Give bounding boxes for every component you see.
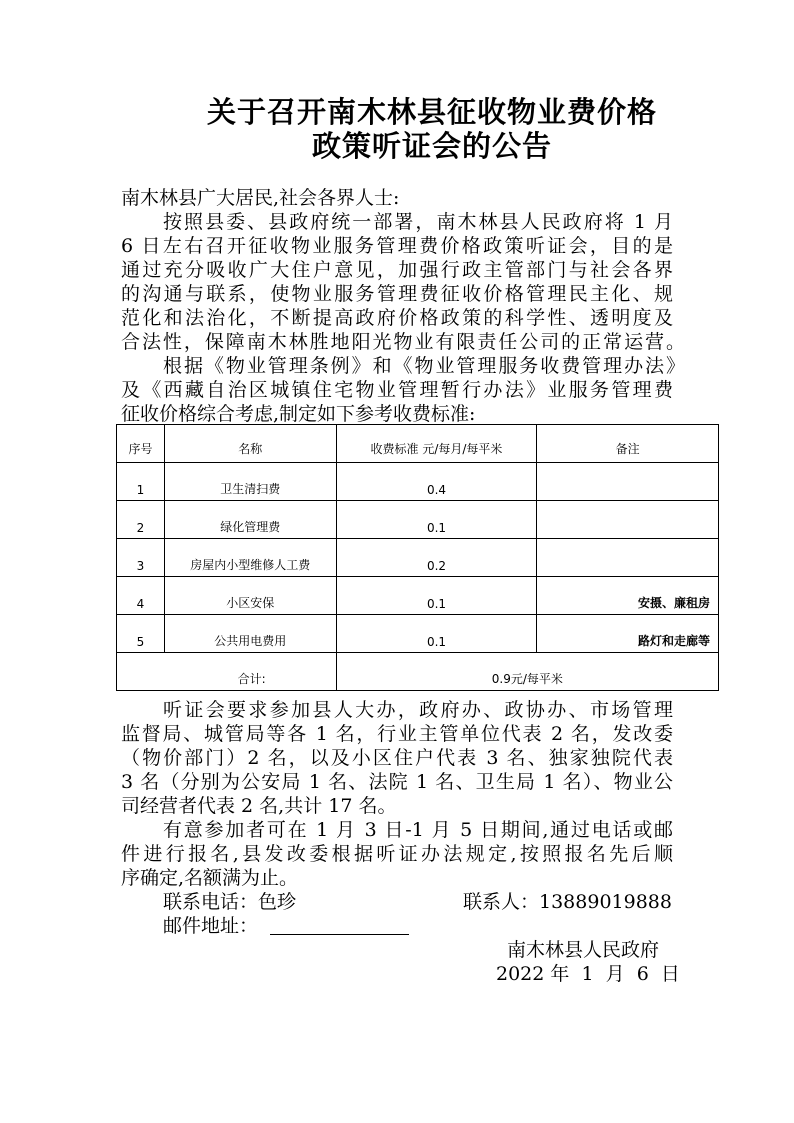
cell-fee: 0.1	[336, 577, 537, 615]
cell-fee: 0.1	[336, 501, 537, 539]
para1-line: 的沟通与联系，使物业服务管理费征收价格管理民主化、规	[121, 283, 673, 305]
table-row	[117, 577, 719, 615]
table-row	[117, 615, 719, 653]
salutation: 南木林县广大居民,社会各界人士:	[121, 187, 400, 209]
cell-no: 1	[117, 463, 165, 501]
cell-no: 5	[117, 615, 165, 653]
para3-line: 听证会要求参加县人大办，政府办、政协办、市场管理	[163, 699, 673, 721]
contact-phone: 联系电话：色珍	[163, 891, 297, 913]
para4-line: 有意参加者可在 1 月 3 日-1 月 5 日期间,通过电话或邮	[163, 819, 673, 841]
contact-person: 联系人：13889019888	[463, 891, 672, 913]
para3-line: 3 名（分别为公安局 1 名、法院 1 名、卫生局 1 名）、物业公	[121, 771, 673, 793]
cell-note	[537, 463, 719, 501]
date: 2022 年 1 月 6 日	[496, 963, 680, 985]
mail-address-blank	[270, 934, 409, 935]
table-row	[117, 463, 719, 501]
para3-line: 监督局、城管局等各 1 名，行业主管单位代表 2 名，发改委	[121, 723, 673, 745]
header-fee: 收费标准 元/每月/每平米	[336, 425, 537, 463]
cell-note	[537, 501, 719, 539]
cell-name: 卫生清扫费	[164, 463, 336, 501]
title-line-1: 关于召开南木林县征收物业费价格	[206, 95, 657, 129]
para2-line: 及《西藏自治区城镇住宅物业管理暂行办法》业服务管理费	[121, 379, 673, 401]
cell-no: 3	[117, 539, 165, 577]
para3-line: （物价部门）2 名，以及小区住户代表 3 名、独家独院代表	[121, 747, 673, 769]
para1-line: 合法性，保障南木林胜地阳光物业有限责任公司的正常运营。	[121, 331, 685, 353]
mail-address-label: 邮件地址：	[163, 915, 259, 937]
para1-line: 通过充分吸收广大住户意见，加强行政主管部门与社会各界	[121, 259, 673, 281]
para4-line: 件进行报名,县发改委根据听证办法规定,按照报名先后顺	[121, 843, 673, 865]
header-name: 名称	[164, 425, 336, 463]
cell-name: 绿化管理费	[164, 501, 336, 539]
cell-note: 安摄、廉租房	[537, 577, 719, 615]
table-header-row	[117, 425, 719, 463]
cell-name: 公共用电费用	[164, 615, 336, 653]
cell-no: 2	[117, 501, 165, 539]
para1-line: 范化和法治化，不断提高政府价格政策的科学性、透明度及	[121, 307, 673, 329]
fee-table	[116, 424, 719, 691]
total-label: 合计:	[117, 653, 337, 691]
para2-line: 根据《物业管理条例》和《物业管理服务收费管理办法》	[163, 355, 685, 377]
cell-fee: 0.2	[336, 539, 537, 577]
cell-note: 路灯和走廊等	[537, 615, 719, 653]
header-no: 序号	[117, 425, 165, 463]
title-line-2: 政策听证会的公告	[311, 129, 552, 163]
cell-fee: 0.4	[336, 463, 537, 501]
para4-line: 序确定,名额满为止。	[121, 867, 299, 889]
cell-fee: 0.1	[336, 615, 537, 653]
cell-no: 4	[117, 577, 165, 615]
cell-note	[537, 539, 719, 577]
cell-name: 房屋内小型维修人工费	[164, 539, 336, 577]
table-total-row	[117, 653, 719, 691]
table-row	[117, 539, 719, 577]
para1-line: 按照县委、县政府统一部署，南木林县人民政府将 1 月	[163, 211, 673, 233]
table-row	[117, 501, 719, 539]
cell-name: 小区安保	[164, 577, 336, 615]
header-note: 备注	[537, 425, 719, 463]
total-value: 0.9元/每平米	[336, 653, 718, 691]
para3-line: 司经营者代表 2 名,共计 17 名。	[121, 795, 397, 817]
signature: 南木林县人民政府	[507, 939, 660, 961]
para1-line: 6 日左右召开征收物业服务管理费价格政策听证会，目的是	[121, 235, 673, 257]
para2-line: 征收价格综合考虑,制定如下参考收费标准:	[121, 403, 476, 425]
